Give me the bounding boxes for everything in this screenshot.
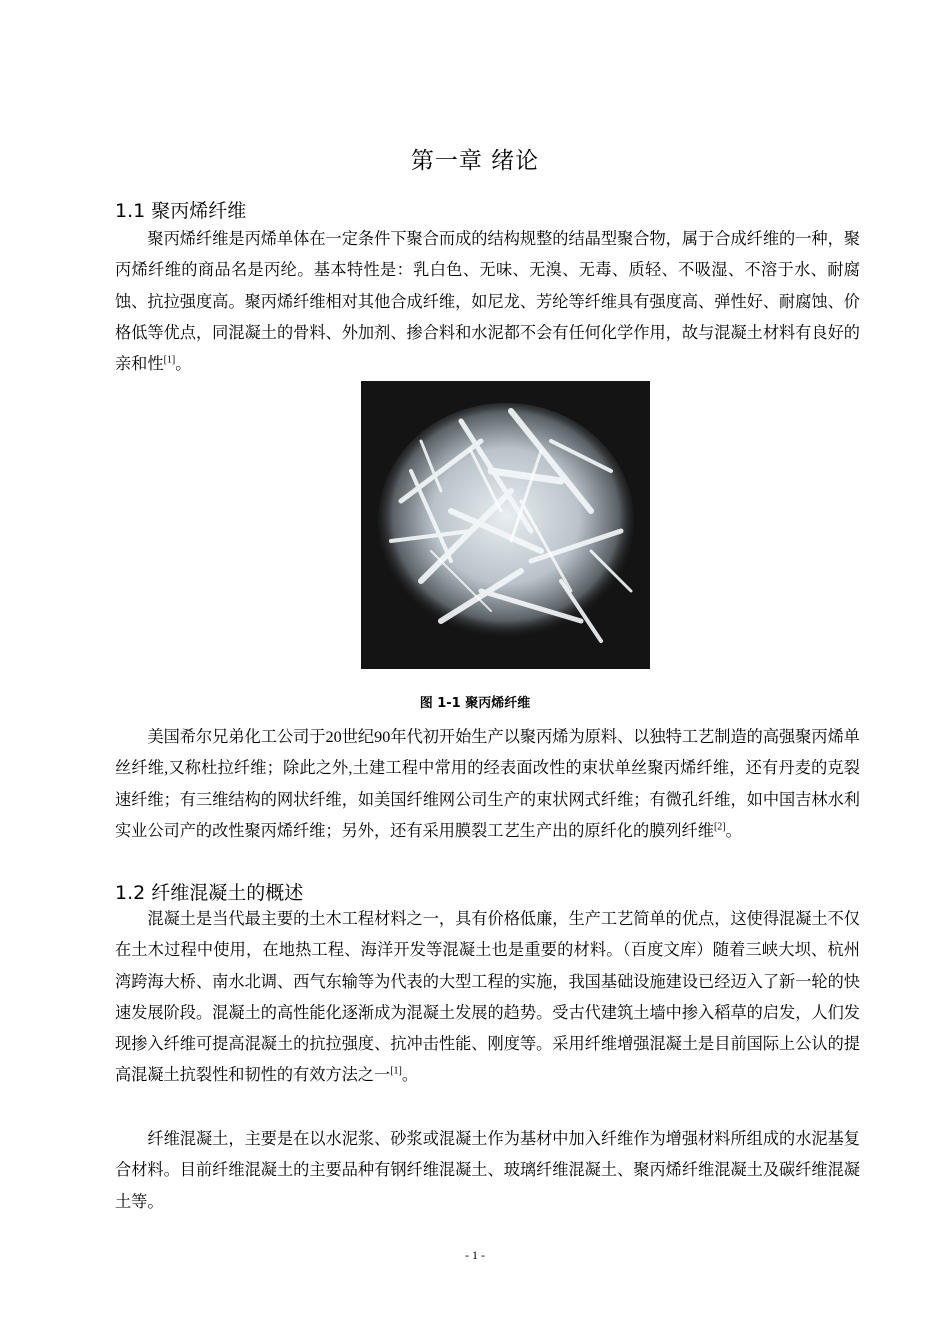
paragraph-end: 。 bbox=[401, 1066, 419, 1085]
paragraph bbox=[115, 1124, 860, 1218]
section-heading-1-1: 1.1 聚丙烯纤维 bbox=[115, 200, 247, 222]
paragraph bbox=[115, 224, 860, 380]
chapter-title: 第一章 绪论 bbox=[410, 148, 540, 174]
paragraph-text: 聚丙烯纤维是丙烯单体在一定条件下聚合而成的结构规整的结晶型聚合物，属于合成纤维的一种，聚丙烯纤维的商品名是丙纶。基本特性是：乳白色、无味、无溴、无毒、质轻、不吸湿、不溶于水、耐腐蚀、抗拉强度高。聚丙烯纤维相对其他合成纤维，如尼龙、芳纶等纤维具有强度高、弹性好、耐腐蚀、价格低等优点，同混凝土的骨料、外加剂、掺合料和水泥都不会有任何化学作用，故与混凝土材料有良好的亲和性 bbox=[115, 230, 860, 374]
section-heading-1-2: 1.2 纤维混凝土的概述 bbox=[115, 882, 304, 904]
figure-caption: 图 1-1 聚丙烯纤维 bbox=[419, 696, 531, 711]
paragraph bbox=[115, 904, 860, 1092]
paragraph bbox=[115, 722, 860, 847]
paragraph-text: 纤维混凝土，主要是在以水泥浆、砂浆或混凝土作为基材中加入纤维作为增强材料所组成的水泥基复合材料。目前纤维混凝土的主要品种有钢纤维混凝土、玻璃纤维混凝土、聚丙烯纤维混凝土及碳纤维混凝土等。 bbox=[115, 1130, 860, 1211]
paragraph-end: 。 bbox=[175, 355, 192, 374]
polypropylene-fiber-photo bbox=[361, 381, 650, 669]
citation: [1] bbox=[390, 1066, 402, 1078]
citation: [2] bbox=[713, 821, 726, 833]
paragraph-text: 美国希尔兄弟化工公司于20世纪90年代初开始生产以聚丙烯为原料、以独特工艺制造的高强聚丙烯单丝纤维,又称杜拉纤维；除此之外,土建工程中常用的经表面改性的束状单丝聚丙烯纤维，还有丹麦的克裂速纤维；有三维结构的网状纤维，如美国纤维网公司生产的束状网式纤维；有微孔纤维，如中国吉林水利实业公司产的改性聚丙烯纤维；另外，还有采用膜裂工艺生产出的原纤化的膜列纤维 bbox=[115, 728, 860, 840]
citation: [1] bbox=[163, 354, 176, 366]
paragraph-text: 混凝土是当代最主要的土木工程材料之一，具有价格低廉，生产工艺简单的优点，这使得混凝土不仅在土木过程中使用，在地热工程、海洋开发等混凝土也是重要的材料。（百度文库）随着三峡大坝、杭州湾跨海大桥、南水北调、西气东输等为代表的大型工程的实施，我国基础设施建设已经迈入了新一轮的快速发展阶段。混凝土的高性能化逐渐成为混凝土发展的趋势。受古代建筑土墙中掺入稻草的启发，人们发现掺入纤维可提高混凝土的抗拉强度、抗冲击性能、刚度等。采用纤维增强混凝土是目前国际上公认的提高混凝土抗裂性和韧性的有效方法之一 bbox=[115, 910, 860, 1085]
paragraph-end: 。 bbox=[725, 821, 742, 840]
page-number: - 1 - bbox=[465, 1248, 485, 1262]
